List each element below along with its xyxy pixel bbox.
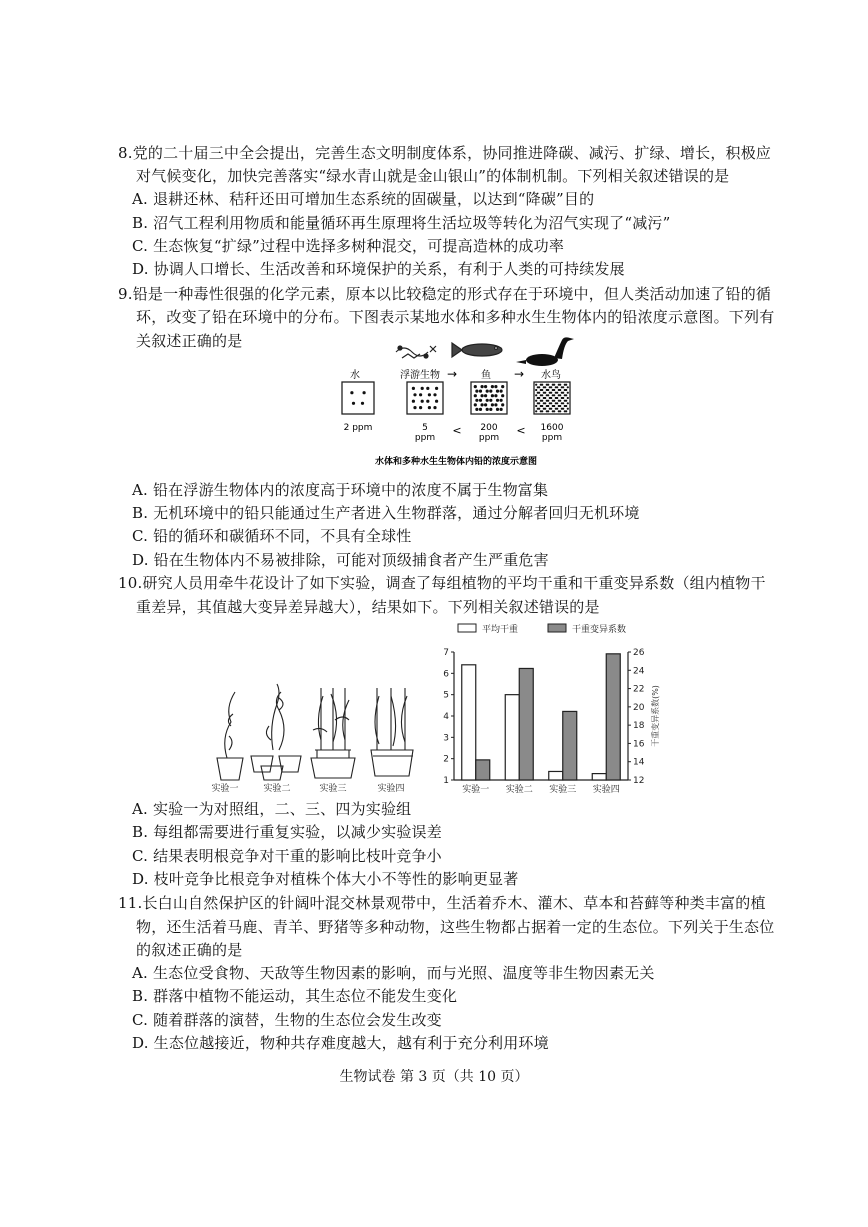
lead-dot (413, 406, 416, 409)
lead-dot (538, 397, 540, 399)
value-water: 2 ppm (343, 423, 373, 433)
q11-option-c: C. 随着群落的演替，生物的生态位会发生改变 (132, 1011, 442, 1029)
less-than-2: < (516, 424, 526, 437)
plankton-icon (396, 346, 436, 358)
figure-caption: 水体和多种水生生物体内铅的浓度示意图 (374, 457, 538, 467)
value-water-bird: 1600 ppm (540, 423, 564, 443)
lead-dot (421, 400, 424, 403)
lead-dot (421, 387, 424, 390)
q10-option-d: D. 枝叶竞争比根竞争对植株个体大小不等性的影响更显著 (132, 870, 519, 888)
lead-dot (496, 390, 499, 393)
lead-dot (547, 389, 549, 391)
lead-dot (486, 399, 489, 402)
label-water-bird: 水鸟 (541, 370, 561, 381)
lead-dot (484, 385, 487, 388)
lead-dot (538, 386, 540, 388)
lead-dot (550, 386, 552, 388)
lead-dot (547, 400, 549, 402)
lead-dot (544, 386, 546, 388)
arrow-2: → (513, 367, 525, 381)
lead-dot (538, 402, 540, 404)
lead-dot (479, 399, 482, 402)
lead-dot (547, 394, 549, 396)
lead-concentration-figure (330, 334, 590, 474)
q11-stem-line-3: 的叙述正确的是 (136, 941, 243, 959)
lead-dot (363, 391, 366, 394)
legend-label-variation: 干重变异系数 (572, 625, 627, 635)
lead-dot (541, 394, 543, 396)
plant-label-2: 实验二 (263, 784, 291, 792)
q9-stem-line-3: 关叙述正确的是 (136, 332, 243, 350)
bar-dry-weight (462, 665, 476, 780)
lead-dot (412, 387, 415, 390)
bar-dry-weight (549, 771, 563, 780)
q11-option-d: D. 生态位越接近，物种共存难度越大，越有利于充分利用环境 (132, 1034, 549, 1052)
lead-dot (352, 402, 355, 405)
lead-dot (433, 406, 436, 409)
lead-dot (565, 410, 567, 412)
water-bird-icon (516, 337, 574, 366)
lead-dot (547, 384, 549, 386)
lead-dot (494, 385, 497, 388)
q9-option-c: C. 铅的循环和碳循环不同，不具有全球性 (132, 527, 412, 545)
lead-dot (544, 402, 546, 404)
lead-dot (535, 400, 537, 402)
lead-dot (565, 405, 567, 407)
vine-2 (272, 684, 279, 750)
y-tick-label-left: 6 (443, 669, 449, 680)
lead-dot (550, 402, 552, 404)
lead-dot (500, 390, 503, 393)
lead-dot (550, 397, 552, 399)
lead-dot (567, 386, 569, 388)
lead-dot (419, 406, 422, 409)
fish-icon (452, 343, 502, 357)
lead-dot (559, 384, 561, 386)
y-tick-label-right: 22 (633, 684, 645, 695)
lead-dot (556, 392, 558, 394)
x-tick-label: 实验三 (549, 785, 577, 795)
pot-3 (311, 758, 355, 778)
lead-dot (559, 400, 561, 402)
lead-dot (433, 393, 436, 396)
y-tick-label-left: 3 (443, 733, 449, 744)
lead-dot (562, 408, 564, 410)
lead-dot (474, 385, 477, 388)
q8-option-a: A. 退耕还林、秸秆还田可增加生态系统的固碳量，以达到“降碳”目的 (132, 190, 595, 208)
lead-dot (474, 394, 477, 397)
lead-dot (491, 394, 494, 397)
lead-dot (428, 406, 431, 409)
lead-dot (479, 408, 482, 411)
q10-option-a: A. 实验一为对照组，二、三、四为实验组 (132, 800, 412, 818)
lead-dot (481, 385, 484, 388)
lead-dot (501, 385, 504, 388)
pot-1 (217, 758, 243, 780)
lead-dot (426, 400, 429, 403)
lead-dot (562, 392, 564, 394)
lead-dot (541, 389, 543, 391)
legend-swatch-variation (548, 624, 566, 632)
lead-dot (562, 402, 564, 404)
lead-dot (475, 399, 478, 402)
lead-dot (496, 408, 499, 411)
y-tick-label-left: 1 (443, 776, 449, 786)
lead-dot (535, 389, 537, 391)
bar-dry-weight (592, 774, 606, 780)
lead-dot (553, 410, 555, 412)
lead-dot (501, 394, 504, 397)
y-tick-label-left: 2 (443, 754, 449, 765)
lead-dot (494, 394, 497, 397)
lead-dot (553, 400, 555, 402)
pot-2b (261, 766, 283, 780)
lead-dot (475, 408, 478, 411)
lead-dot (538, 408, 540, 410)
legend-swatch-dry-weight (458, 624, 476, 632)
y-tick-label-right: 20 (633, 702, 645, 713)
q10-stem-line-1: 10.研究人员用牵牛花设计了如下实验，调查了每组植物的平均干重和干重变异系数（组内植物干 (118, 574, 766, 592)
x-tick-label: 实验一 (462, 785, 490, 795)
bar-variation (606, 654, 620, 780)
lead-dot (565, 384, 567, 386)
y-tick-label-right: 18 (633, 721, 645, 732)
lead-dot (489, 408, 492, 411)
y-tick-label-right: 16 (633, 739, 645, 750)
q9-stem-line-2: 环，改变了铅在环境中的分布。下图表示某地水体和多种水生生物体内的铅浓度示意图。下列有 (136, 308, 775, 326)
pot-4 (371, 750, 413, 776)
lead-dot (550, 392, 552, 394)
lead-dot (547, 410, 549, 412)
y-tick-label-left: 4 (443, 712, 449, 722)
lead-concentration-diagram (330, 334, 590, 474)
lead-dot (544, 397, 546, 399)
label-fish: 鱼 (481, 370, 491, 381)
x-tick-label: 实验四 (592, 785, 620, 795)
lead-dot (426, 387, 429, 390)
plant-pots-drawing (205, 680, 423, 792)
lead-dot (484, 394, 487, 397)
plant-experiment-illustration (205, 680, 423, 792)
lead-dot (553, 405, 555, 407)
tray-3 (315, 750, 351, 758)
lead-dot (501, 403, 504, 406)
less-than-1: < (452, 424, 462, 437)
lead-dot (547, 405, 549, 407)
q8-stem-line-2: 对气候变化，加快完善落实“绿水青山就是金山银山”的体制机制。下列相关叙述错误的是 (136, 167, 730, 185)
lead-dot (535, 394, 537, 396)
lead-dot (550, 408, 552, 410)
plant-label-4: 实验四 (377, 784, 405, 792)
lead-dot (474, 403, 477, 406)
value-fish: 200 ppm (478, 423, 500, 443)
y-tick-label-right: 26 (633, 648, 645, 658)
lead-dot (567, 397, 569, 399)
x-tick-label: 实验二 (505, 785, 533, 795)
lead-dot (535, 410, 537, 412)
q8-option-d: D. 协调人口增长、生活改善和环境保护的关系，有利于人类的可持续发展 (132, 260, 625, 278)
lead-dot (486, 390, 489, 393)
lead-dot (535, 405, 537, 407)
page-footer: 生物试卷 第 3 页（共 10 页） (339, 1069, 529, 1085)
lead-dot (559, 389, 561, 391)
q11-option-b: B. 群落中植物不能运动，其生态位不能发生变化 (132, 987, 458, 1005)
q8-option-b: B. 沼气工程利用物质和能量循环再生原理将生活垃圾等转化为沼气实现了“减污” (132, 214, 671, 232)
y-axis-title-right: 干重变异系数(%) (651, 685, 660, 747)
arrow-1: → (446, 367, 458, 381)
y-tick-label-right: 14 (633, 757, 645, 768)
lead-dot (541, 405, 543, 407)
lead-dot (553, 394, 555, 396)
q10-option-b: B. 每组都需要进行重复实验，以减少实验误差 (132, 823, 442, 841)
lead-dot (350, 391, 353, 394)
lead-dot (562, 397, 564, 399)
plankton-box (407, 382, 443, 414)
lead-dot (559, 410, 561, 412)
lead-dot (481, 394, 484, 397)
lead-dot (544, 408, 546, 410)
q10-stem-line-2: 重差异，其值越大变异差异越大），结果如下。下列相关叙述错误的是 (136, 598, 600, 616)
q8-stem-line-1: 8.党的二十届三中全会提出，完善生态文明制度体系，协同推进降碳、减污、扩绿、增长，积极应 (118, 144, 772, 162)
lead-dot (562, 386, 564, 388)
lead-dot (541, 384, 543, 386)
lead-dot (412, 400, 415, 403)
lead-dot (496, 399, 499, 402)
lead-dot (556, 402, 558, 404)
bar-variation (476, 760, 490, 780)
label-plankton: 浮游生物 (400, 370, 440, 381)
y-tick-label-left: 7 (443, 648, 449, 658)
lead-dot (538, 392, 540, 394)
lead-dot (565, 389, 567, 391)
lead-dot (553, 389, 555, 391)
lead-dot (556, 408, 558, 410)
dry-weight-chart-svg (432, 618, 672, 796)
lead-dot (428, 393, 431, 396)
lead-dot (475, 390, 478, 393)
dry-weight-chart (432, 618, 672, 796)
lead-dot (567, 408, 569, 410)
lead-dot (484, 403, 487, 406)
lead-dot (544, 392, 546, 394)
lead-dot (486, 408, 489, 411)
lead-dot (419, 393, 422, 396)
q10-option-c: C. 结果表明根竞争对干重的影响比枝叶竞争小 (132, 847, 442, 865)
lead-dot (361, 402, 364, 405)
q11-option-a: A. 生态位受食物、天敌等生物因素的影响，而与光照、温度等非生物因素无关 (132, 964, 655, 982)
lead-dot (559, 394, 561, 396)
lead-dot (535, 384, 537, 386)
q9-option-b: B. 无机环境中的铅只能通过生产者进入生物群落，通过分解者回归无机环境 (132, 504, 640, 522)
plant-label-1: 实验一 (211, 784, 239, 792)
q9-stem-line-1: 9.铅是一种毒性很强的化学元素，原本以比较稳定的形式存在于环境中，但人类活动加速了铅的循 (118, 285, 772, 303)
lead-dot (481, 403, 484, 406)
lead-dot (567, 402, 569, 404)
bar-variation (519, 668, 533, 780)
lead-dot (491, 385, 494, 388)
y-tick-label-right: 24 (633, 666, 645, 677)
lead-dot (435, 387, 438, 390)
q9-option-a: A. 铅在浮游生物体内的浓度高于环境中的浓度不属于生物富集 (132, 481, 549, 499)
q11-stem-line-2: 物，还生活着马鹿、青羊、野猪等多种动物，这些生物都占据着一定的生态位。下列关于生态位 (136, 918, 775, 936)
lead-dot (567, 392, 569, 394)
bar-variation (563, 711, 577, 780)
lead-dot (556, 397, 558, 399)
lead-dot (435, 400, 438, 403)
q8-option-c: C. 生态恢复“扩绿”过程中选择多树种混交，可提高造林的成功率 (132, 237, 565, 255)
legend-label-dry-weight: 平均干重 (482, 625, 519, 635)
y-tick-label-left: 5 (443, 690, 449, 701)
lead-dot (565, 394, 567, 396)
lead-dot (565, 400, 567, 402)
lead-dot (500, 408, 503, 411)
value-plankton: 5 ppm (414, 423, 436, 443)
lead-dot (494, 403, 497, 406)
label-water: 水 (350, 370, 360, 381)
lead-dot (559, 405, 561, 407)
y-tick-label-right: 12 (633, 776, 645, 786)
lead-dot (489, 399, 492, 402)
bar-dry-weight (505, 695, 519, 780)
plant-label-3: 实验三 (319, 784, 347, 792)
lead-dot (500, 399, 503, 402)
lead-dot (491, 403, 494, 406)
lead-dot (541, 400, 543, 402)
lead-dot (553, 384, 555, 386)
lead-dot (556, 386, 558, 388)
q9-option-d: D. 铅在生物体内不易被排除，可能对顶级捕食者产生严重危害 (132, 551, 549, 569)
q11-stem-line-1: 11.长白山自然保护区的针阔叶混交林景观带中，生活着乔木、灌木、草本和苔藓等种类丰富的植 (118, 894, 766, 912)
lead-dot (479, 390, 482, 393)
water-box (342, 382, 374, 414)
lead-dot (413, 393, 416, 396)
lead-dot (489, 390, 492, 393)
lead-dot (541, 410, 543, 412)
